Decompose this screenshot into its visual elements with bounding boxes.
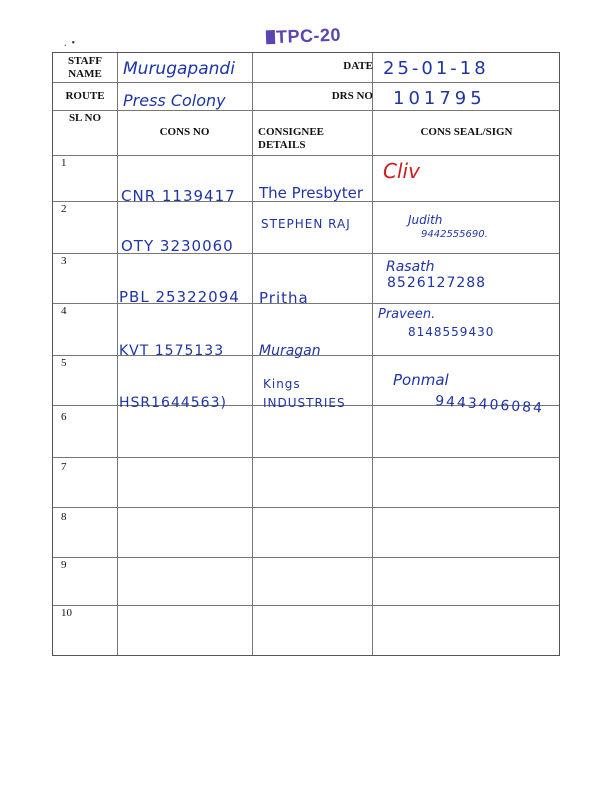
signature: Ponmal	[393, 371, 449, 389]
signature-phone: 8148559430	[408, 325, 495, 339]
consignee-value: STEPHEN RAJ	[261, 217, 351, 231]
sl-no: 7	[61, 461, 67, 473]
sl-no: 9	[61, 559, 67, 571]
signature: Praveen.	[378, 307, 436, 322]
sl-no-label: SL NO	[68, 112, 102, 124]
staff-name-value: Murugapandi	[123, 59, 235, 79]
consignee-value: Muragan	[259, 343, 321, 359]
drs-no-label: DRS NO	[331, 90, 373, 102]
consignee-details-label: CONSIGNEE DETAILS	[258, 126, 325, 151]
date-label: DATE	[343, 60, 373, 72]
sl-no: 4	[61, 305, 67, 317]
rule	[53, 110, 559, 111]
route-value: Press Colony	[123, 91, 226, 110]
cons-no-value: OTY 3230060	[121, 237, 234, 255]
col-rule	[252, 53, 253, 655]
rule	[53, 507, 559, 508]
consignee-value: Kings INDUSTRIES	[263, 377, 346, 410]
cons-no-value: PBL 25322094	[119, 288, 240, 306]
delivery-run-sheet	[52, 52, 560, 656]
sl-no: 2	[61, 203, 67, 215]
col-rule	[117, 53, 118, 655]
consignee-value: The Presbyter	[259, 184, 364, 202]
stamp-mark	[266, 30, 275, 44]
signature: Cliv	[383, 159, 420, 183]
rule	[53, 557, 559, 558]
signature: Rasath	[386, 259, 435, 275]
date-value: 25-01-18	[383, 58, 489, 79]
cons-no-value: CNR 1139417	[121, 187, 236, 205]
consignee-value: Pritha	[259, 289, 309, 307]
cons-no-value: HSR1644563)	[119, 395, 227, 411]
sl-no: 5	[61, 357, 67, 369]
col-rule	[372, 110, 373, 655]
rule	[53, 457, 559, 458]
rule	[53, 155, 559, 156]
signature-phone: 9442555690.	[421, 229, 488, 240]
sl-no: 1	[61, 157, 67, 169]
cons-no-value: KVT 1575133	[119, 343, 225, 359]
rule	[53, 82, 559, 83]
sl-no: 10	[61, 607, 72, 619]
route-label: ROUTE	[65, 90, 105, 102]
cons-no-label: CONS NO	[159, 126, 210, 138]
scan-specks: . •	[64, 38, 76, 49]
signature-phone: 9443406084	[434, 393, 545, 417]
signature-phone: 8526127288	[387, 275, 487, 291]
sl-no: 6	[61, 411, 67, 423]
sl-no: 8	[61, 511, 67, 523]
cons-seal-sign-label: CONS SEAL/SIGN	[420, 126, 513, 138]
drs-no-value: 101795	[393, 88, 486, 109]
staff-name-label: STAFF NAME	[67, 55, 103, 80]
sl-no: 3	[61, 255, 67, 267]
rule	[53, 605, 559, 606]
form-code-stamp: TPC-20	[266, 25, 342, 49]
signature: Judith	[408, 213, 443, 227]
